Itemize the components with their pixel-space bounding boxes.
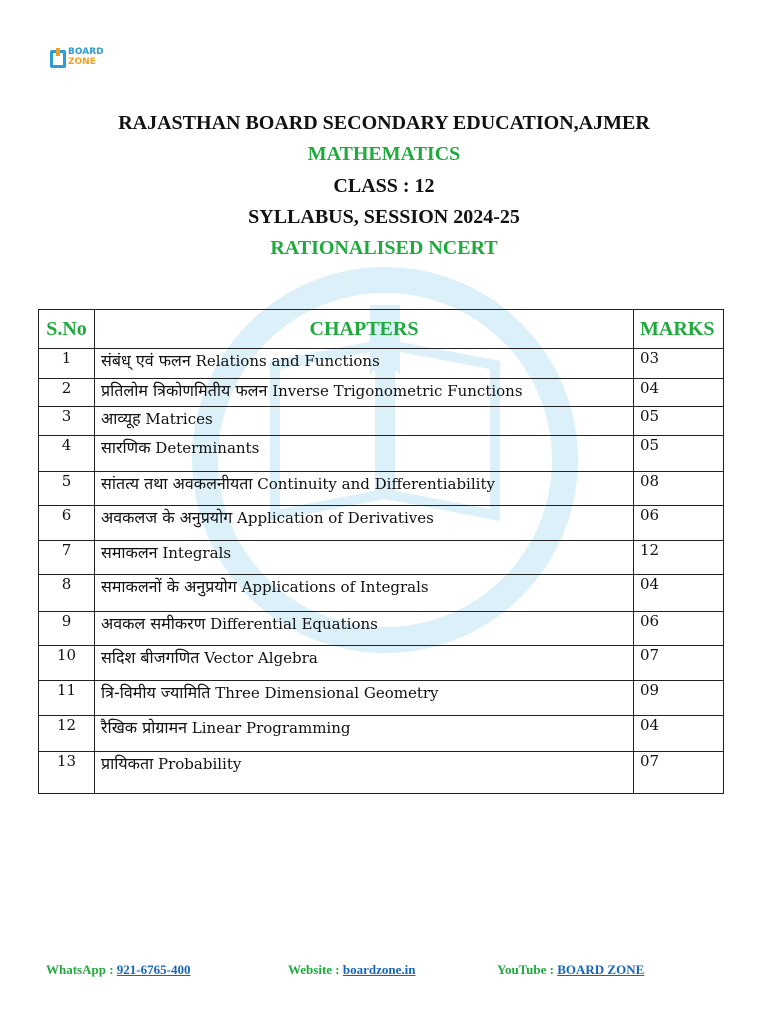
chapter-hindi: संबंध् एवं फलन bbox=[101, 351, 191, 370]
chapter-hindi: समाकलनों के अनुप्रयोग bbox=[101, 577, 237, 596]
session-title: SYLLABUS, SESSION 2024-25 bbox=[248, 206, 520, 228]
chapter-hindi: अवकलज के अनुप्रयोग bbox=[101, 508, 233, 527]
website-link[interactable]: boardzone.in bbox=[342, 962, 416, 977]
row-marks: 07 bbox=[634, 646, 724, 681]
board-title: RAJASTHAN BOARD SECONDARY EDUCATION,AJMER bbox=[118, 112, 650, 134]
chapter-english: Inverse Trigonometric Functions bbox=[272, 382, 523, 400]
row-sno: 2 bbox=[39, 379, 95, 407]
row-marks: 06 bbox=[634, 612, 724, 646]
table-row bbox=[39, 349, 724, 379]
chapter-english: Relations and Functions bbox=[195, 352, 380, 370]
table-row bbox=[39, 472, 724, 506]
row-chapter bbox=[95, 436, 634, 472]
row-marks: 09 bbox=[634, 681, 724, 716]
row-chapter bbox=[95, 716, 634, 752]
row-sno: 7 bbox=[39, 541, 95, 575]
row-sno: 11 bbox=[39, 681, 95, 716]
chapter-hindi: प्रतिलोम त्रिकोणमितीय फलन bbox=[101, 381, 268, 400]
chapter-english: Integrals bbox=[162, 544, 232, 562]
class-title: CLASS : 12 bbox=[333, 175, 435, 197]
table-header-row bbox=[39, 310, 724, 349]
row-sno: 13 bbox=[39, 752, 95, 794]
row-marks: 12 bbox=[634, 541, 724, 575]
table-row bbox=[39, 612, 724, 646]
chapter-english: Vector Algebra bbox=[204, 649, 318, 667]
table-row bbox=[39, 752, 724, 794]
chapter-hindi: सारणिक bbox=[101, 438, 151, 457]
chapter-hindi: प्रायिकता bbox=[101, 754, 154, 773]
header-chapters: CHAPTERS bbox=[95, 310, 634, 349]
row-chapter bbox=[95, 349, 634, 379]
row-marks: 04 bbox=[634, 575, 724, 612]
footer-youtube bbox=[497, 962, 644, 978]
subject-title: MATHEMATICS bbox=[307, 143, 461, 165]
row-chapter bbox=[95, 575, 634, 612]
table-row bbox=[39, 575, 724, 612]
row-sno: 12 bbox=[39, 716, 95, 752]
table-row bbox=[39, 436, 724, 472]
row-marks: 08 bbox=[634, 472, 724, 506]
row-marks: 05 bbox=[634, 407, 724, 436]
whatsapp-label: WhatsApp : bbox=[46, 962, 114, 977]
whatsapp-link[interactable]: 921-6765-400 bbox=[116, 962, 191, 977]
row-marks: 04 bbox=[634, 716, 724, 752]
row-chapter bbox=[95, 472, 634, 506]
youtube-label: YouTube : bbox=[497, 962, 554, 977]
chapter-english: Application of Derivatives bbox=[237, 509, 434, 527]
chapter-english: Matrices bbox=[145, 410, 213, 428]
table-row bbox=[39, 541, 724, 575]
header-sno: S.No bbox=[39, 310, 95, 349]
row-chapter bbox=[95, 541, 634, 575]
row-sno: 4 bbox=[39, 436, 95, 472]
row-marks: 05 bbox=[634, 436, 724, 472]
chapter-english: Differential Equations bbox=[210, 615, 378, 633]
row-marks: 04 bbox=[634, 379, 724, 407]
header-marks: MARKS bbox=[634, 310, 724, 349]
chapter-hindi: रैखिक प्रोग्रामन bbox=[101, 718, 188, 737]
chapter-english: Three Dimensional Geometry bbox=[215, 684, 439, 702]
rationalised-note: RATIONALISED NCERT bbox=[270, 237, 498, 259]
row-chapter bbox=[95, 612, 634, 646]
table-row bbox=[39, 716, 724, 752]
chapter-hindi: समाकलन bbox=[101, 543, 158, 562]
row-sno: 10 bbox=[39, 646, 95, 681]
chapter-hindi: सांतत्य तथा अवकलनीयता bbox=[101, 474, 253, 493]
chapter-hindi: अवकल समीकरण bbox=[101, 614, 206, 633]
chapter-hindi: सदिश बीजगणित bbox=[101, 648, 200, 667]
chapter-hindi: त्रि-विमीय ज्यामिति bbox=[101, 683, 211, 702]
chapter-english: Continuity and Differentiability bbox=[257, 475, 495, 493]
row-chapter bbox=[95, 681, 634, 716]
table-row bbox=[39, 506, 724, 541]
table-row bbox=[39, 407, 724, 436]
website-label: Website : bbox=[288, 962, 340, 977]
chapter-english: Applications of Integrals bbox=[241, 578, 429, 596]
table-row bbox=[39, 646, 724, 681]
footer-website bbox=[288, 962, 415, 978]
chapter-english: Determinants bbox=[155, 439, 260, 457]
youtube-link[interactable]: BOARD ZONE bbox=[557, 962, 645, 977]
row-sno: 3 bbox=[39, 407, 95, 436]
table-row bbox=[39, 379, 724, 407]
row-sno: 1 bbox=[39, 349, 95, 379]
row-sno: 5 bbox=[39, 472, 95, 506]
chapter-english: Linear Programming bbox=[191, 719, 351, 737]
footer-whatsapp bbox=[46, 962, 190, 978]
row-chapter bbox=[95, 506, 634, 541]
row-sno: 9 bbox=[39, 612, 95, 646]
row-marks: 03 bbox=[634, 349, 724, 379]
row-chapter bbox=[95, 407, 634, 436]
logo-text: BOARD ZONE bbox=[68, 47, 104, 67]
row-marks: 06 bbox=[634, 506, 724, 541]
chapter-hindi: आव्यूह bbox=[101, 409, 141, 428]
row-sno: 8 bbox=[39, 575, 95, 612]
row-sno: 6 bbox=[39, 506, 95, 541]
row-chapter bbox=[95, 379, 634, 407]
row-marks: 07 bbox=[634, 752, 724, 794]
table-row bbox=[39, 681, 724, 716]
chapter-english: Probability bbox=[158, 755, 242, 773]
row-chapter bbox=[95, 752, 634, 794]
syllabus-table bbox=[38, 309, 724, 794]
row-chapter bbox=[95, 646, 634, 681]
